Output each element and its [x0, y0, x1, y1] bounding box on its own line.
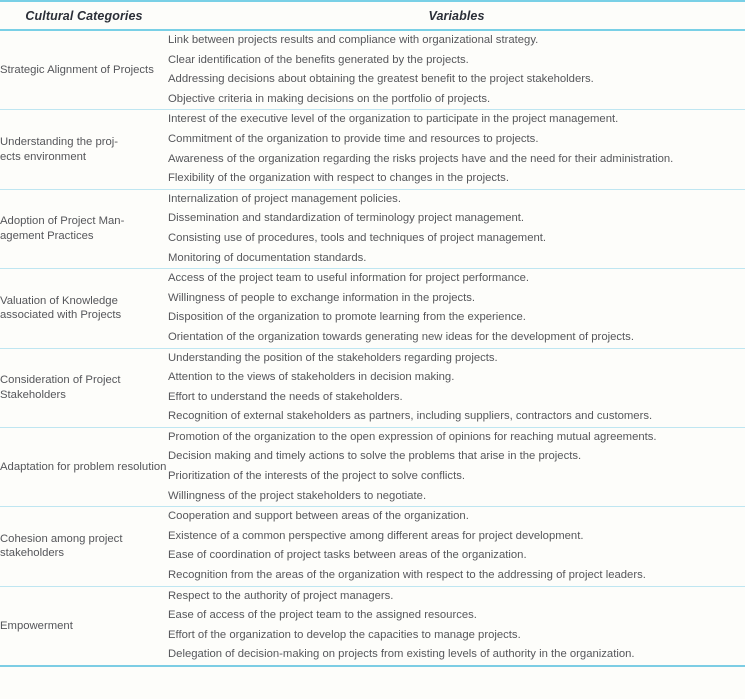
variables-cell	[168, 586, 745, 666]
variable-item: Effort of the organization to develop the capacities to manage projects.	[168, 628, 521, 641]
category-cell	[0, 586, 168, 666]
variables-list	[168, 269, 745, 347]
table-row	[0, 348, 745, 427]
variables-cell	[168, 269, 745, 348]
variable-item: Willingness of people to exchange information in the projects.	[168, 291, 476, 304]
column-header-variables: Variables	[168, 1, 745, 30]
variables-list	[168, 587, 745, 665]
variable-item: Awareness of the organization regarding the risks projects have and the need for their administration.	[168, 152, 674, 165]
table-row	[0, 110, 745, 189]
variable-item: Attention to the views of stakeholders in decision making.	[168, 371, 455, 384]
variables-cell	[168, 189, 745, 268]
category-label: Empowerment	[0, 619, 73, 632]
variable-item: Recognition of external stakeholders as partners, including suppliers, contractors and customers.	[168, 410, 653, 423]
table-row	[0, 30, 745, 110]
table-header	[0, 1, 745, 30]
table-row	[0, 427, 745, 506]
variables-cell	[168, 427, 745, 506]
column-header-cultural-categories: Cultural Categories	[0, 1, 168, 30]
variable-item: Existence of a common perspective among different areas for project development.	[168, 529, 584, 542]
variables-list	[168, 507, 745, 585]
variable-item: Commitment of the organization to provide time and resources to projects.	[168, 132, 539, 145]
table-row	[0, 189, 745, 268]
variable-item: Clear identification of the benefits generated by the projects.	[168, 53, 469, 66]
variable-item: Internalization of project management policies.	[168, 192, 401, 205]
variable-item: Dissemination and standardization of terminology project management.	[168, 212, 525, 225]
variable-item: Ease of coordination of project tasks between areas of the organization.	[168, 549, 527, 562]
category-label: Adaptation for problem resolution	[0, 460, 167, 473]
variable-item: Cooperation and support between areas of the organization.	[168, 510, 469, 523]
category-cell	[0, 30, 168, 110]
table-row	[0, 269, 745, 348]
table-header-row	[0, 1, 745, 30]
variables-cell	[168, 348, 745, 427]
variable-item: Prioritization of the interests of the project to solve conflicts.	[168, 470, 465, 483]
category-label: Strategic Alignment of Projects	[0, 63, 154, 76]
variable-item: Promotion of the organization to the open expression of opinions for reaching mutual agreements.	[168, 430, 657, 443]
variable-item: Objective criteria in making decisions on the portfolio of projects.	[168, 92, 491, 105]
category-cell	[0, 189, 168, 268]
category-label: Adoption of Project Man- agement Practices	[0, 215, 125, 242]
variable-item: Understanding the position of the stakeholders regarding projects.	[168, 351, 498, 364]
variable-item: Consisting use of procedures, tools and techniques of project management.	[168, 231, 547, 244]
variable-item: Decision making and timely actions to solve the problems that arise in the projects.	[168, 450, 582, 463]
variables-cell	[168, 507, 745, 586]
variable-item: Addressing decisions about obtaining the greatest benefit to the project stakeholders.	[168, 73, 594, 86]
variable-item: Ease of access of the project team to the assigned resources.	[168, 609, 477, 622]
variable-item: Delegation of decision-making on projects from existing levels of authority in the organization.	[168, 648, 635, 661]
variable-item: Orientation of the organization towards generating new ideas for the development of projects.	[168, 330, 634, 343]
variables-list	[168, 31, 745, 109]
table-row	[0, 586, 745, 666]
category-label: Valuation of Knowledge associated with Projects	[0, 294, 122, 322]
variable-item: Willingness of the project stakeholders to negotiate.	[168, 489, 427, 502]
variables-cell	[168, 30, 745, 110]
category-cell	[0, 507, 168, 586]
table-body	[0, 30, 745, 666]
variables-cell	[168, 110, 745, 189]
variable-item: Recognition from the areas of the organization with respect to the addressing of project leaders.	[168, 569, 646, 582]
variable-item: Respect to the authority of project managers.	[168, 589, 394, 602]
variable-item: Flexibility of the organization with respect to changes in the projects.	[168, 172, 509, 185]
category-cell	[0, 427, 168, 506]
variables-list	[168, 110, 745, 188]
category-cell	[0, 269, 168, 348]
variable-item: Interest of the executive level of the organization to participate in the project management.	[168, 113, 619, 126]
category-cell	[0, 110, 168, 189]
variable-item: Monitoring of documentation standards.	[168, 251, 367, 264]
variables-list	[168, 428, 745, 506]
variable-item: Disposition of the organization to promote learning from the experience.	[168, 311, 526, 324]
variable-item: Link between projects results and compliance with organizational strategy.	[168, 34, 539, 46]
category-label: Understanding the proj- ects environment	[0, 136, 119, 163]
category-label: Consideration of Project Stakeholders	[0, 374, 121, 401]
variables-list	[168, 190, 745, 268]
category-label: Cohesion among project stakeholders	[0, 532, 123, 560]
table-row	[0, 507, 745, 586]
variables-list	[168, 349, 745, 427]
variable-item: Access of the project team to useful information for project performance.	[168, 272, 530, 285]
variable-item: Effort to understand the needs of stakeholders.	[168, 390, 403, 403]
category-cell	[0, 348, 168, 427]
